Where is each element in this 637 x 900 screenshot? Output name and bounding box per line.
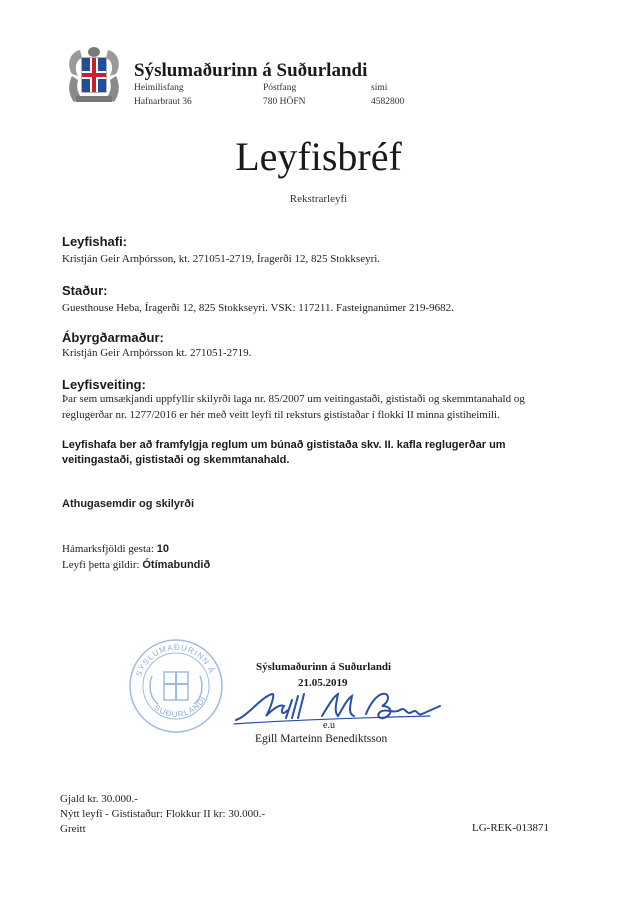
signature-date: 21.05.2019 [298, 677, 348, 689]
svg-text:SUÐURLANDI: SUÐURLANDI [152, 694, 208, 720]
grant-text-line1: Þar sem umsækjandi uppfyllir skilyrði laga nr. 85/2007 um veitingastaði, gististaði og skemmtanahald og [62, 393, 525, 405]
postal-value: 780 HÖFN [263, 97, 306, 107]
coat-of-arms-logo [62, 44, 126, 108]
responsible-text: Kristján Geir Arnþórsson kt. 271051-2719. [62, 347, 252, 359]
location-text: Guesthouse Heba, Íragerði 12, 825 Stokkseyri. VSK: 117211. Fasteignanúmer 219-9682. [62, 302, 454, 314]
licensee-heading: Leyfishafi: [62, 234, 128, 249]
remarks-heading: Athugasemdir og skilyrði [62, 498, 195, 510]
handwritten-signature [230, 686, 445, 728]
max-guests-row [62, 543, 169, 555]
signer-name: Egill Marteinn Benediktsson [255, 733, 388, 745]
location-heading: Staður: [62, 283, 108, 298]
on-behalf-abbrev: e.u [323, 720, 335, 731]
grant-text-line2: reglugerðar nr. 1277/2016 er hér með veitt leyfi til reksturs gististaðar í flokki II minna gistiheimili. [62, 409, 500, 421]
address-label: Heimilisfang [134, 83, 184, 93]
responsible-heading: Ábyrgðarmaður: [62, 330, 164, 345]
notice-line1: Leyfishafa ber að framfylgja reglum um búnað gististaða skv. II. kafla reglugerðar um [62, 439, 506, 451]
reference-number: LG-REK-013871 [472, 822, 549, 834]
page-title: Leyfisbréf [235, 134, 402, 179]
max-guests-label: Hámarksfjöldi gesta: [62, 543, 154, 555]
page-subtitle: Rekstrarleyfi [289, 193, 348, 205]
postal-label: Póstfang [263, 83, 297, 93]
signature-org: Sýslumaðurinn á Suðurlandi [256, 661, 392, 673]
validity-row [62, 559, 210, 571]
address-value: Hafnarbraut 36 [134, 97, 192, 107]
licensee-text: Kristján Geir Arnþórsson, kt. 271051-2719, Íragerði 12, 825 Stokkseyri. [62, 253, 381, 265]
grant-heading: Leyfisveiting: [62, 377, 146, 392]
fee-line3: Greitt [60, 823, 86, 835]
equipment-notice [62, 438, 582, 468]
phone-value: 4582800 [371, 97, 405, 107]
validity-value: Ótímabundið [142, 559, 211, 571]
official-stamp-seal [126, 636, 226, 736]
phone-label: sími [371, 83, 388, 93]
svg-text:SÝSLUMAÐURINN Á: SÝSLUMAÐURINN Á [134, 642, 217, 678]
org-name: Sýslumaðurinn á Suðurlandi [134, 60, 368, 81]
max-guests-value: 10 [156, 543, 169, 555]
fee-line1: Gjald kr. 30.000.- [60, 793, 138, 805]
notice-line2: veitingastaði, gististaði og skemmtanahald. [62, 454, 290, 466]
validity-label: Leyfi þetta gildir: [62, 559, 140, 571]
fee-line2: Nýtt leyfi - Gististaður: Flokkur II kr: 30.000.- [60, 808, 266, 820]
